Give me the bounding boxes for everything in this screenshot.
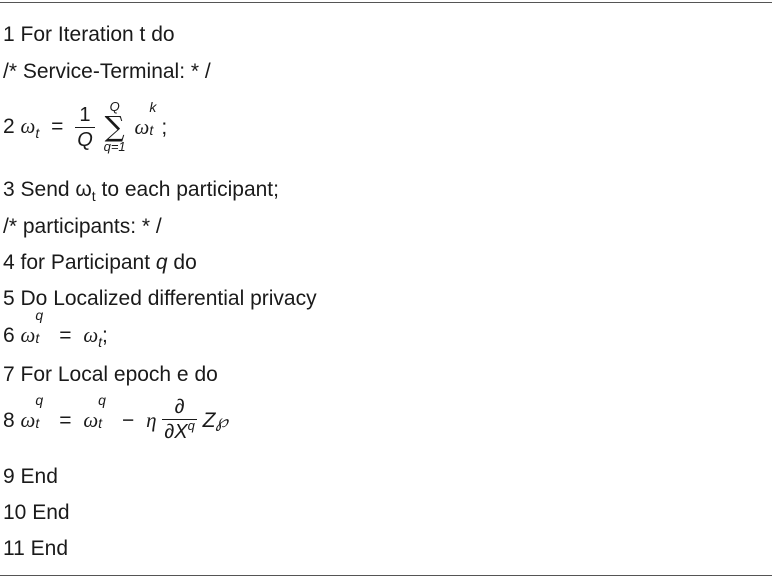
variable-q: q (155, 251, 168, 274)
subscript-t: t (91, 188, 96, 204)
comment-service-terminal: /* Service-Terminal: * / (3, 60, 211, 83)
variable-x: X (174, 421, 188, 443)
algorithm-line-9: 9 End (3, 465, 58, 488)
line-3-rest: to each participant; (95, 178, 279, 201)
algorithm-line-8 (3, 392, 229, 458)
superscript-k: k (149, 98, 157, 115)
subscript-t: t (35, 125, 40, 141)
algorithm-line-4 (3, 250, 197, 276)
equals-sign: = (59, 409, 72, 432)
algorithm-line-3 (3, 177, 279, 204)
fraction-bar (75, 127, 95, 128)
omega-symbol: ω (20, 408, 36, 432)
algorithm-line-5: 5 Do Localized differential privacy (3, 287, 317, 310)
minus-sign: − (121, 409, 135, 432)
semicolon: ; (161, 115, 168, 139)
omega-symbol: ω (20, 323, 36, 347)
omega-symbol: ω (83, 408, 99, 432)
algorithm-line-10: 10 End (3, 501, 70, 524)
omega-symbol: ω (83, 323, 99, 347)
line-4-post: do (167, 251, 197, 274)
algorithm-line-1: 1 For Iteration t do (3, 23, 175, 46)
superscript-q: q (98, 392, 106, 408)
subscript-t: t (149, 121, 154, 138)
line-number: 6 (3, 324, 15, 347)
sigma-symbol: ∑ (104, 110, 125, 143)
fraction-denominator: Q (77, 128, 93, 151)
eta-symbol: η (146, 408, 157, 432)
top-rule (0, 2, 772, 3)
superscript-q: q (35, 392, 44, 408)
bottom-rule (0, 575, 772, 576)
omega-indices (35, 392, 47, 431)
sum-upper-limit: Q (109, 99, 120, 114)
partial-numerator: ∂ (174, 396, 185, 418)
omega-indices (98, 392, 110, 431)
subscript-t: t (35, 415, 40, 431)
line-4-pre: 4 for Participant (3, 251, 156, 274)
partial-derivative-fraction (162, 396, 196, 445)
subscript-t: t (98, 415, 103, 431)
sum-lower-limit: q=1 (103, 139, 126, 154)
superscript-q: q (35, 307, 44, 323)
summation (104, 100, 126, 154)
algorithm-line-6 (3, 307, 108, 350)
line-number: 8 (3, 409, 15, 432)
algorithm-line-11: 11 End (3, 537, 68, 560)
superscript-q: q (187, 418, 195, 433)
subscript-t: t (35, 330, 40, 346)
fraction-one-over-q (75, 104, 95, 151)
partial-symbol: ∂ (164, 421, 175, 443)
omega-indices (149, 98, 161, 138)
omega-symbol: ω (20, 114, 36, 138)
equals-sign: = (59, 324, 72, 347)
omega-symbol: ω (134, 114, 150, 139)
semicolon: ; (102, 324, 108, 347)
partial-denominator (162, 418, 196, 445)
subscript-t: t (98, 334, 103, 350)
algorithm-line-2 (3, 100, 167, 162)
equals-sign: = (51, 115, 64, 138)
algorithm-line-7: 7 For Local epoch e do (3, 363, 218, 386)
fraction-numerator: 1 (79, 103, 91, 126)
variable-z: Z (202, 408, 216, 432)
line-3-text: 3 Send ω (3, 178, 92, 201)
line-number: 2 (3, 115, 15, 138)
comment-participants: /* participants: * / (3, 215, 162, 238)
script-p-symbol: ℘ (215, 410, 229, 431)
omega-indices (35, 307, 47, 346)
